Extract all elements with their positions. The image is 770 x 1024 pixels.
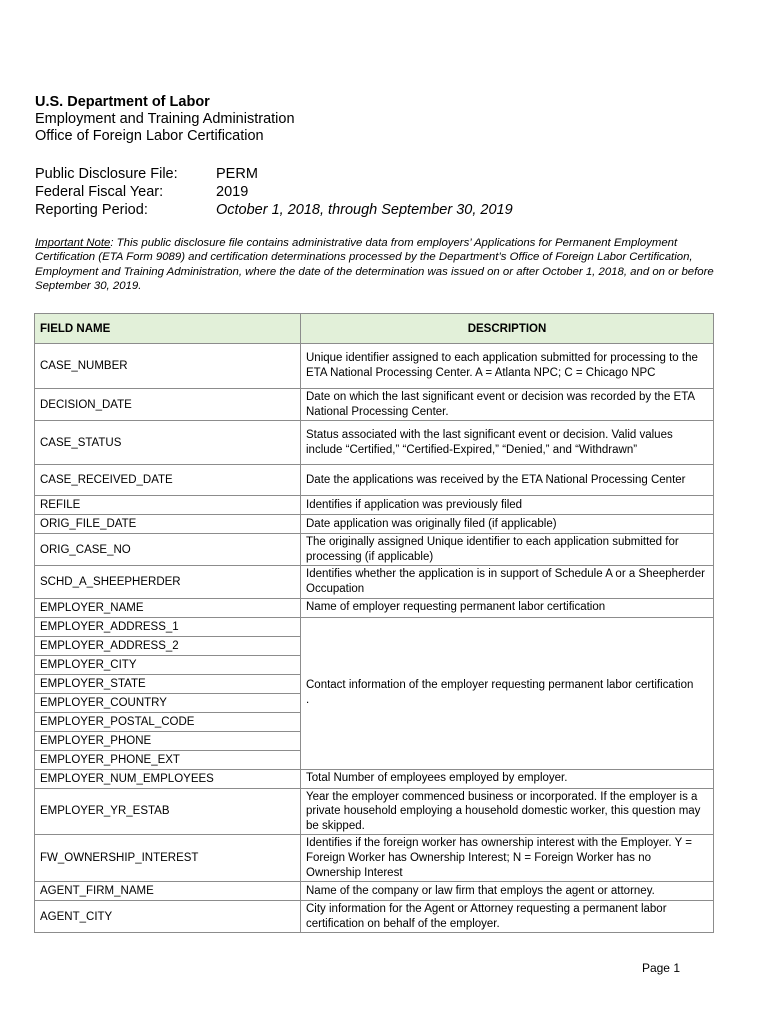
page-number: Page 1 — [641, 961, 680, 975]
field-name: EMPLOYER_CITY — [35, 655, 301, 674]
field-description: Name of the company or law firm that employs the agent or attorney. — [301, 882, 714, 901]
table-row — [35, 534, 714, 566]
field-description: Identifies if the foreign worker has ownership interest with the Employer. Y = Foreign Worker has Ownership Interest; N = Foreign Worker has no Ownership Interest — [301, 835, 714, 882]
file-metadata — [35, 165, 513, 219]
field-name: EMPLOYER_POSTAL_CODE — [35, 712, 301, 731]
field-name: ORIG_FILE_DATE — [35, 515, 301, 534]
reporting-period-label: Reporting Period: — [35, 202, 148, 218]
field-name: CASE_NUMBER — [35, 344, 301, 389]
table-row — [35, 389, 714, 421]
fiscal-year-value: 2019 — [216, 184, 249, 200]
table-row — [35, 788, 714, 835]
field-description: Status associated with the last significant event or decision. Valid values include “Certified,” “Certified-Expired,” “Denied,” and “Withdrawn” — [301, 421, 714, 465]
field-name: EMPLOYER_STATE — [35, 674, 301, 693]
table-row — [35, 496, 714, 515]
contact-group-description — [301, 617, 714, 769]
field-name: EMPLOYER_NUM_EMPLOYEES — [35, 769, 301, 788]
table-row — [35, 344, 714, 389]
field-description: Total Number of employees employed by employer. — [301, 769, 714, 788]
important-note — [35, 236, 715, 294]
field-name: SCHD_A_SHEEPHERDER — [35, 566, 301, 598]
field-name: EMPLOYER_NAME — [35, 598, 301, 617]
table-row — [35, 465, 714, 496]
field-name: EMPLOYER_PHONE_EXT — [35, 750, 301, 769]
table-header-row — [35, 314, 714, 344]
table-row — [35, 617, 714, 636]
fiscal-year-label: Federal Fiscal Year: — [35, 184, 164, 200]
table-row — [35, 882, 714, 901]
reporting-period-row — [35, 201, 513, 219]
field-name: CASE_STATUS — [35, 421, 301, 465]
field-name: EMPLOYER_PHONE — [35, 731, 301, 750]
file-label: Public Disclosure File: — [35, 166, 178, 182]
field-description: Date the applications was received by the ETA National Processing Center — [301, 465, 714, 496]
table-row — [35, 566, 714, 598]
field-name: EMPLOYER_ADDRESS_1 — [35, 617, 301, 636]
table-row — [35, 598, 714, 617]
note-lead: Important Note — [35, 237, 111, 249]
reporting-period-value: October 1, 2018, through September 30, 2019 — [216, 202, 513, 218]
field-name: DECISION_DATE — [35, 389, 301, 421]
field-name: EMPLOYER_ADDRESS_2 — [35, 636, 301, 655]
field-description: Identifies whether the application is in support of Schedule A or a Sheepherder Occupation — [301, 566, 714, 598]
field-description: Date application was originally filed (if applicable) — [301, 515, 714, 534]
description-header: DESCRIPTION — [301, 314, 714, 344]
note-text: : This public disclosure file contains administrative data from employers’ Applications for Permanent Employment Certification (ETA Form 9089) and certification determinations processed by the Department’s Office of Foreign Labor Certification, Employment and Training Administration, where the date of the determination was issued on or after October 1, 2018, and on or before September 30, 2019. — [35, 237, 714, 293]
table-row — [35, 835, 714, 882]
field-description: Identifies if application was previously filed — [301, 496, 714, 515]
file-row — [35, 165, 513, 183]
field-table — [34, 313, 714, 933]
field-description: City information for the Agent or Attorney requesting a permanent labor certification on behalf of the employer. — [301, 901, 714, 933]
field-description: Unique identifier assigned to each application submitted for processing to the ETA National Processing Center. A = Atlanta NPC; C = Chicago NPC — [301, 344, 714, 389]
field-name: CASE_RECEIVED_DATE — [35, 465, 301, 496]
field-name: FW_OWNERSHIP_INTEREST — [35, 835, 301, 882]
field-description: The originally assigned Unique identifier to each application submitted for processing (if applicable) — [301, 534, 714, 566]
contact-group-dot: . — [306, 694, 310, 707]
table-row — [35, 901, 714, 933]
field-name: AGENT_FIRM_NAME — [35, 882, 301, 901]
field-name: AGENT_CITY — [35, 901, 301, 933]
table-row — [35, 421, 714, 465]
office-name: Office of Foreign Labor Certification — [35, 128, 264, 144]
field-name: EMPLOYER_YR_ESTAB — [35, 788, 301, 835]
field-name: REFILE — [35, 496, 301, 515]
field-name: EMPLOYER_COUNTRY — [35, 693, 301, 712]
file-value: PERM — [216, 166, 258, 182]
field-name: ORIG_CASE_NO — [35, 534, 301, 566]
contact-group-text: Contact information of the employer requesting permanent labor certification — [306, 679, 694, 692]
field-name-header: FIELD NAME — [35, 314, 301, 344]
table-row — [35, 769, 714, 788]
table-row — [35, 515, 714, 534]
document-header — [35, 94, 295, 145]
field-description: Date on which the last significant event or decision was recorded by the ETA National Processing Center. — [301, 389, 714, 421]
division-name: Employment and Training Administration — [35, 111, 295, 127]
field-description: Year the employer commenced business or incorporated. If the employer is a private household employing a household domestic worker, this question may be skipped. — [301, 788, 714, 835]
fiscal-year-row — [35, 183, 513, 201]
field-description: Name of employer requesting permanent labor certification — [301, 598, 714, 617]
department-name: U.S. Department of Labor — [35, 94, 210, 110]
